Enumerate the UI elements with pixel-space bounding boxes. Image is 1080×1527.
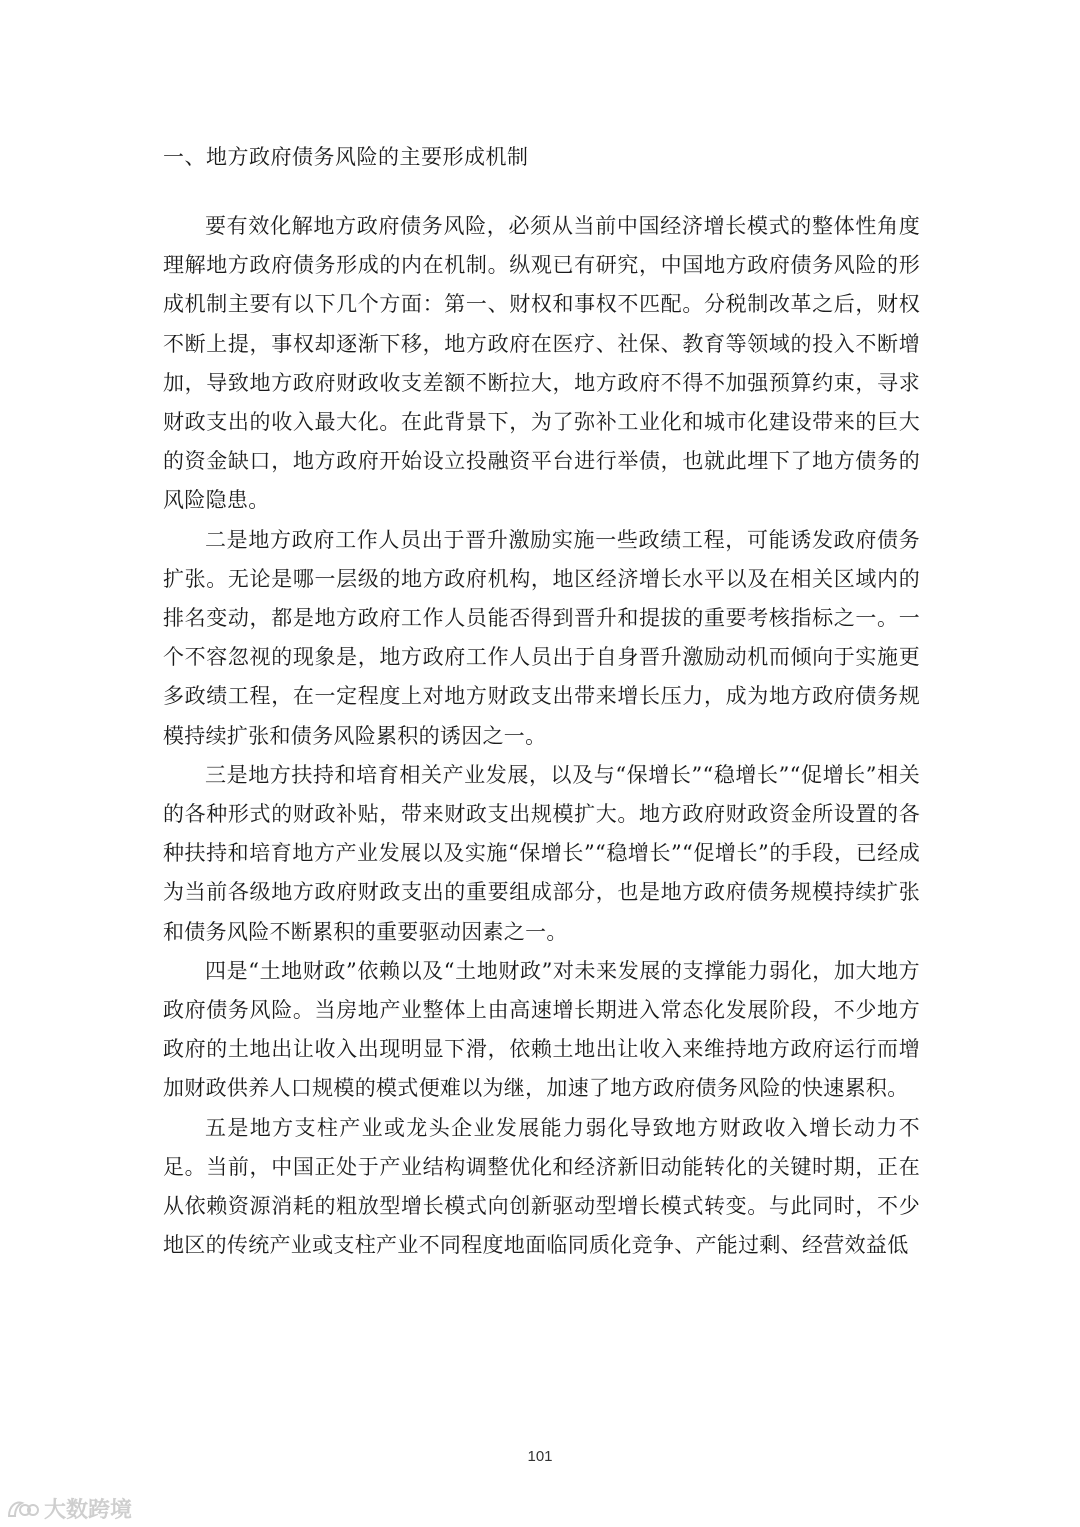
paragraph-5: 五是地方支柱产业或龙头企业发展能力弱化导致地方财政收入增长动力不足。当前，中国正处于产业结构调整优化和经济新旧动能转化的关键时期，正在从依赖资源消耗的粗放型增长模式向创新驱动型增长模式转变。与此同时，不少地区的传统产业或支柱产业不同程度地面临同质化竞争、产能过剩、经营效益低 bbox=[163, 1115, 920, 1258]
paragraph-2: 二是地方政府工作人员出于晋升激励实施一些政绩工程，可能诱发政府债务扩张。无论是哪一层级的地方政府机构，地区经济增长水平以及在相关区域内的排名变动，都是地方政府工作人员能否得到晋升和提拔的重要考核指标之一。一个不容忽视的现象是，地方政府工作人员出于自身晋升激励动机而倾向于实施更多政绩工程，在一定程度上对地方财政支出带来增长压力，成为地方政府债务规模持续扩张和债务风险累积的诱因之一。 bbox=[163, 527, 920, 748]
paragraph-1: 要有效化解地方政府债务风险，必须从当前中国经济增长模式的整体性角度理解地方政府债务形成的内在机制。纵观已有研究，中国地方政府债务风险的形成机制主要有以下几个方面：第一、财权和事权不匹配。分税制改革之后，财权不断上提，事权却逐渐下移，地方政府在医疗、社保、教育等领域的投入不断增加，导致地方政府财政收支差额不断拉大，地方政府不得不加强预算约束，寻求财政支出的收入最大化。在此背景下，为了弥补工业化和城市化建设带来的巨大的资金缺口，地方政府开始设立投融资平台进行举债，也就此埋下了地方债务的风险隐患。 bbox=[163, 214, 920, 513]
watermark-logo-icon bbox=[6, 1498, 40, 1520]
paragraph-4: 四是“土地财政”依赖以及“土地财政”对未来发展的支撑能力弱化，加大地方政府债务风险。当房地产业整体上由高速增长期进入常态化发展阶段，不少地方政府的土地出让收入出现明显下滑，依赖土地出让收入来维持地方政府运行而增加财政供养人口规模的模式便难以为继，加速了地方政府债务风险的快速累积。 bbox=[163, 958, 920, 1101]
page-number: 101 bbox=[527, 1448, 553, 1465]
paragraph-3: 三是地方扶持和培育相关产业发展，以及与“保增长”“稳增长”“促增长”相关的各种形式的财政补贴，带来财政支出规模扩大。地方政府财政资金所设置的各种扶持和培育地方产业发展以及实施“保增长”“稳增长”“促增长”的手段，已经成为当前各级地方政府财政支出的重要组成部分，也是地方政府债务规模持续扩张和债务风险不断累积的重要驱动因素之一。 bbox=[163, 762, 920, 944]
watermark bbox=[6, 1493, 132, 1524]
watermark-text: 大数跨境 bbox=[44, 1498, 133, 1523]
body-text bbox=[163, 207, 920, 1265]
section-heading: 一、地方政府债务风险的主要形成机制 bbox=[163, 145, 529, 169]
